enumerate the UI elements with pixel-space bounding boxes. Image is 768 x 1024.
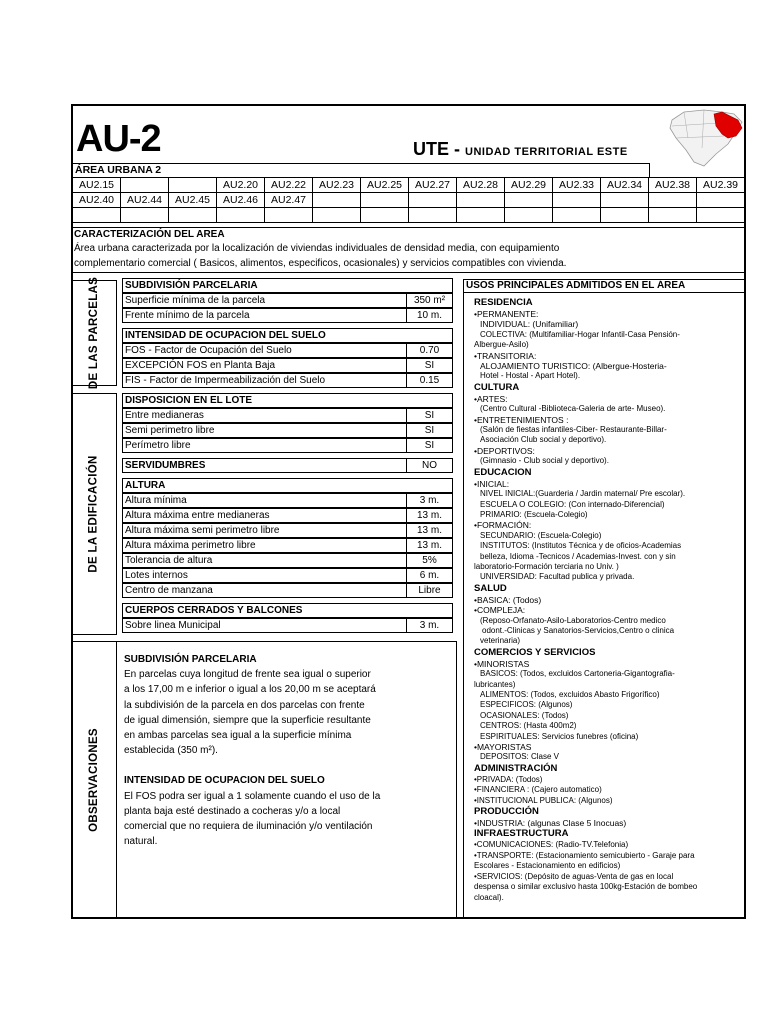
subdivision-value: 350 m² (407, 293, 453, 308)
altura-title: ALTURA (122, 478, 453, 493)
territorial-unit (413, 139, 628, 160)
subdivision-title: SUBDIVISIÓN PARCELARIA (122, 278, 453, 293)
altura-label: Tolerancia de altura (122, 553, 407, 568)
zone-code-cell (313, 208, 361, 223)
observation-line: natural. (124, 836, 158, 848)
use-item: •SERVICIOS: (Depósito de aguas-Venta de gas en local (474, 871, 674, 881)
use-item: •ARTES: (474, 393, 508, 404)
altura-value: 6 m. (407, 568, 453, 583)
caracterizacion-line-2: complementario comercial ( Basicos, alimentos, especificos, ocasionales) y servicios compatibles con vivienda. (74, 258, 567, 269)
use-category: COMERCIOS Y SERVICIOS (474, 646, 596, 658)
use-item: Asociación Club social y deportivo). (480, 435, 607, 445)
use-item: •ENTRETENIMIENTOS : (474, 414, 569, 425)
subdivision-row (122, 293, 453, 308)
zone-code-cell (649, 208, 697, 223)
intensidad-value: 0.70 (407, 343, 453, 358)
observation-line: comercial que no requiera de iluminación y/o ventilación (124, 821, 373, 833)
observation-line: El FOS podra ser igual a 1 solamente cuando el uso de la (124, 790, 381, 802)
use-item: •MAYORISTAS (474, 742, 532, 753)
zone-code-cell (457, 208, 505, 223)
obs-title-intensidad: INTENSIDAD DE OCUPACION DEL SUELO (124, 775, 325, 787)
parcelas-side-label (71, 276, 117, 390)
use-item: SECUNDARIO: (Escuela-Colegio) (480, 530, 602, 540)
disposicion-row (122, 438, 453, 453)
zone-code-cell (505, 193, 553, 208)
observaciones-label-text: OBSERVACIONES (88, 728, 100, 832)
use-category: INFRAESTRUCTURA (474, 828, 569, 840)
zone-code-cell: AU2.28 (457, 178, 505, 193)
use-item: UNIVERSIDAD: Facultad publica y privada. (480, 572, 635, 582)
altura-row (122, 568, 453, 583)
disposicion-row (122, 408, 453, 423)
zone-code-cell: AU2.40 (73, 193, 121, 208)
altura-label: Centro de manzana (122, 583, 407, 598)
zone-codes-table (72, 177, 745, 223)
intensidad-title: INTENSIDAD DE OCUPACION DEL SUELO (122, 328, 453, 343)
observation-line: de igual dimensión, siempre que la superficie resultante (124, 714, 371, 726)
use-item: NIVEL INICIAL:(Guarderia / Jardin maternal/ Pre escolar). (480, 489, 686, 499)
zone-code-cell (505, 208, 553, 223)
use-item: ESPIRITUALES: Servicios funebres (oficina) (480, 731, 639, 741)
zone-code-cell: AU2.38 (649, 178, 697, 193)
parcelas-label-text: DE LAS PARCELAS (88, 276, 100, 390)
use-item: ALIMENTOS: (Todos, excluidos Abasto Frigorífico) (480, 690, 660, 699)
disposicion-value: SI (407, 423, 453, 438)
altura-value: 3 m. (407, 493, 453, 508)
altura-value: 13 m. (407, 538, 453, 553)
zone-code-cell: AU2.15 (73, 178, 121, 193)
use-item: ESPECIFICOS: (Algunos) (480, 700, 573, 710)
altura-label: Altura máxima entre medianeras (122, 508, 407, 523)
zone-code-cell (697, 193, 745, 208)
altura-row (122, 553, 453, 568)
altura-label: Altura mínima (122, 493, 407, 508)
zone-code: AU-2 (76, 118, 161, 160)
zone-code-cell: AU2.23 (313, 178, 361, 193)
usos-title: USOS PRINCIPALES ADMITIDOS EN EL ÁREA (466, 280, 686, 291)
disposicion-value: SI (407, 438, 453, 453)
observaciones-side-label (71, 641, 117, 919)
use-item: ESCUELA O COLEGIO: (Con internado-Diferencial) (480, 499, 665, 509)
use-category: RESIDENCIA (474, 297, 533, 308)
use-item: •PRIVADA: (Todos) (474, 774, 543, 784)
use-item: PRIMARIO: (Escuela-Colegio) (480, 509, 588, 519)
use-item: •DEPORTIVOS: (474, 445, 535, 456)
zone-code-cell (409, 208, 457, 223)
use-item: •FORMACIÓN: (474, 520, 532, 531)
altura-value: 13 m. (407, 523, 453, 538)
intensidad-label: FIS - Factor de Impermeabilización del Suelo (122, 373, 407, 388)
subdivision-label: Superficie mínima de la parcela (122, 293, 407, 308)
location-map-icon (664, 108, 744, 170)
use-item: lubricantes) (474, 679, 516, 689)
disposicion-label: Entre medianeras (122, 408, 407, 423)
disposicion-title: DISPOSICION EN EL LOTE (122, 393, 453, 408)
altura-row (122, 523, 453, 538)
intensidad-row (122, 373, 453, 388)
use-category: SALUD (474, 582, 507, 594)
zone-code-cell (409, 193, 457, 208)
cuerpos-label: Sobre linea Municipal (122, 618, 407, 633)
use-category: CULTURA (474, 381, 520, 393)
altura-row (122, 508, 453, 523)
zone-code-cell: AU2.22 (265, 178, 313, 193)
zone-code-cell (313, 193, 361, 208)
zone-code-cell (457, 193, 505, 208)
disposicion-value: SI (407, 408, 453, 423)
zone-code-cell (553, 193, 601, 208)
use-item: Hotel - Hostal - Apart Hotel). (480, 371, 581, 381)
use-item: COLECTIVA: (Multifamiliar-Hogar Infantil-Casa Pensión- (480, 329, 680, 339)
codes-row-3 (73, 208, 745, 223)
zone-code-cell: AU2.46 (217, 193, 265, 208)
intensidad-label: FOS - Factor de Ocupación del Suelo (122, 343, 407, 358)
servidumbres-row (122, 458, 453, 473)
observation-line: planta baja esté destinado a cocheras y/o a local (124, 805, 341, 817)
use-item: Escolares - Estacionamiento en edificios) (474, 861, 621, 871)
use-item: •COMPLEJA: (474, 605, 526, 616)
zone-code-cell: AU2.20 (217, 178, 265, 193)
zone-code-cell (649, 193, 697, 208)
zone-code-cell: AU2.29 (505, 178, 553, 193)
intensidad-label: EXCEPCIÓN FOS en Planta Baja (122, 358, 407, 373)
use-item: (Salón de fiestas infantiles-Ciber- Restaurante-Billar- (480, 425, 667, 435)
intensidad-value: 0.15 (407, 373, 453, 388)
altura-label: Altura máxima semi perimetro libre (122, 523, 407, 538)
use-item: veterinaria) (480, 636, 521, 646)
use-item: BASICOS: (Todos, excluidos Cartoneria-Gigantografia- (480, 669, 675, 679)
use-item: •INSTITUCIONAL PUBLICA: (Algunos) (474, 795, 613, 805)
cuerpos-title: CUERPOS CERRADOS Y BALCONES (122, 603, 453, 618)
use-category: PRODUCCIÓN (474, 806, 539, 818)
observation-line: a los 17,00 m e inferior o igual a los 20,00 m se aceptará (124, 684, 376, 696)
use-category: ADMINISTRACIÓN (474, 762, 558, 774)
zone-code-cell (169, 178, 217, 193)
use-item: •FINANCIERA : (Cajero automatico) (474, 785, 602, 795)
use-item: (Gimnasio - Club social y deportivo). (480, 456, 609, 466)
zone-code-cell: AU2.27 (409, 178, 457, 193)
use-item: •COMUNICACIONES: (Radio-TV.Telefonia) (474, 840, 629, 850)
zone-code-cell (121, 208, 169, 223)
subdivision-value: 10 m. (407, 308, 453, 323)
intensidad-row (122, 343, 453, 358)
unit-abbr: UTE - (413, 139, 460, 159)
use-item: DEPOSITOS: Clase V (480, 752, 559, 762)
use-item: laboratorio-Formación terciaria no Univ. ) (474, 561, 619, 571)
zone-code-cell: AU2.33 (553, 178, 601, 193)
intensidad-value: SI (407, 358, 453, 373)
use-item: CENTROS: (Hasta 400m2) (480, 721, 577, 731)
observation-line: la subdivisión de la parcela en dos parcelas con frente (124, 699, 365, 711)
altura-label: Lotes internos (122, 568, 407, 583)
use-item: •INDUSTRIA: (algunas Clase 5 Inocuas) (474, 818, 627, 829)
zone-code-cell (73, 208, 121, 223)
use-item: •INICIAL: (474, 478, 510, 489)
altura-row (122, 538, 453, 553)
use-item: odont.-Clinicas y Sanatorios-Servicios,Centro o clinica (482, 625, 675, 635)
altura-row (122, 493, 453, 508)
use-item: Albergue-Asilo) (474, 340, 529, 350)
use-item: despensa o similar exclusivo hasta 100kg-Estación de bombeo (474, 882, 698, 892)
servidumbres-label: SERVIDUMBRES (122, 458, 407, 473)
use-item: OCASIONALES: (Todos) (480, 710, 569, 720)
area-name-cell (72, 163, 650, 178)
edificacion-label-text: DE LA EDIFICACIÓN (88, 455, 100, 573)
use-item: INSTITUTOS: (Institutos Técnica y de oficios-Academias (480, 541, 682, 551)
unit-name: UNIDAD TERRITORIAL ESTE (465, 146, 628, 158)
intensidad-row (122, 358, 453, 373)
zone-code-cell (169, 208, 217, 223)
use-item: •BASICA: (Todos) (474, 594, 542, 605)
area-name: ÁREA URBANA 2 (75, 164, 162, 176)
observation-line: establecida (350 m²). (124, 745, 218, 757)
zone-code-cell (217, 208, 265, 223)
zone-code-cell (361, 208, 409, 223)
use-item: •PERMANENTE: (474, 309, 539, 319)
zone-code-cell (601, 193, 649, 208)
use-item: (Reposo-Orfanato-Asilo-Laboratorios-Centro medico (480, 615, 666, 625)
zone-code-cell (265, 208, 313, 223)
use-item: (Centro Cultural -Biblioteca-Galeria de arte- Museo). (480, 404, 666, 414)
cuerpos-value: 3 m. (407, 618, 453, 633)
disposicion-label: Semi perimetro libre (122, 423, 407, 438)
altura-value: 13 m. (407, 508, 453, 523)
altura-value: Libre (407, 583, 453, 598)
zone-code-cell: AU2.44 (121, 193, 169, 208)
subdivision-label: Frente mínimo de la parcela (122, 308, 407, 323)
use-item: belleza, Idioma -Tecnicos / Academias-Invest. con y sin (480, 551, 676, 561)
disposicion-label: Perímetro libre (122, 438, 407, 453)
disposicion-row (122, 423, 453, 438)
servidumbres-value: NO (407, 458, 453, 473)
observation-line: En parcelas cuya longitud de frente sea igual o superior (124, 669, 371, 681)
use-category: EDUCACION (474, 466, 532, 478)
usos-title-rule (463, 292, 746, 293)
zone-code-cell: AU2.47 (265, 193, 313, 208)
use-item: •TRANSITORIA: (474, 350, 537, 361)
edificacion-side-label (71, 393, 117, 635)
codes-row-1 (73, 178, 745, 193)
zone-code-cell: AU2.25 (361, 178, 409, 193)
caracterizacion-line-1: Área urbana caracterizada por la localización de viviendas individuales de densidad media, con equipamiento (74, 243, 560, 254)
observaciones-text (124, 652, 380, 849)
cuerpos-row (122, 618, 453, 633)
zone-code-cell (697, 208, 745, 223)
obs-title-subdivision: SUBDIVISIÓN PARCELARIA (124, 654, 257, 665)
usos-list (474, 297, 744, 903)
zone-code-cell (361, 193, 409, 208)
zone-code-cell: AU2.34 (601, 178, 649, 193)
zone-code-cell (553, 208, 601, 223)
use-item: INDIVIDUAL: (Unifamiliar) (480, 319, 579, 330)
use-item: cloacal). (474, 892, 504, 902)
codes-row-2 (73, 193, 745, 208)
altura-value: 5% (407, 553, 453, 568)
zone-code-cell: AU2.45 (169, 193, 217, 208)
subdivision-row (122, 308, 453, 323)
zone-code-cell (121, 178, 169, 193)
use-item: •MINORISTAS (474, 658, 530, 669)
zone-code-cell: AU2.39 (697, 178, 745, 193)
zone-code-cell (601, 208, 649, 223)
observation-line: en ambas parcelas sea igual a la superficie mínima (124, 730, 352, 742)
use-item: •TRANSPORTE: (Estacionamiento semicubierto - Garaje para (474, 850, 695, 860)
altura-label: Altura máxima perimetro libre (122, 538, 407, 553)
altura-row (122, 583, 453, 598)
use-item: ALOJAMIENTO TURISTICO: (Albergue-Hosteria- (480, 361, 667, 372)
caracterizacion-title: CARACTERIZACIÓN DEL AREA (74, 229, 225, 240)
